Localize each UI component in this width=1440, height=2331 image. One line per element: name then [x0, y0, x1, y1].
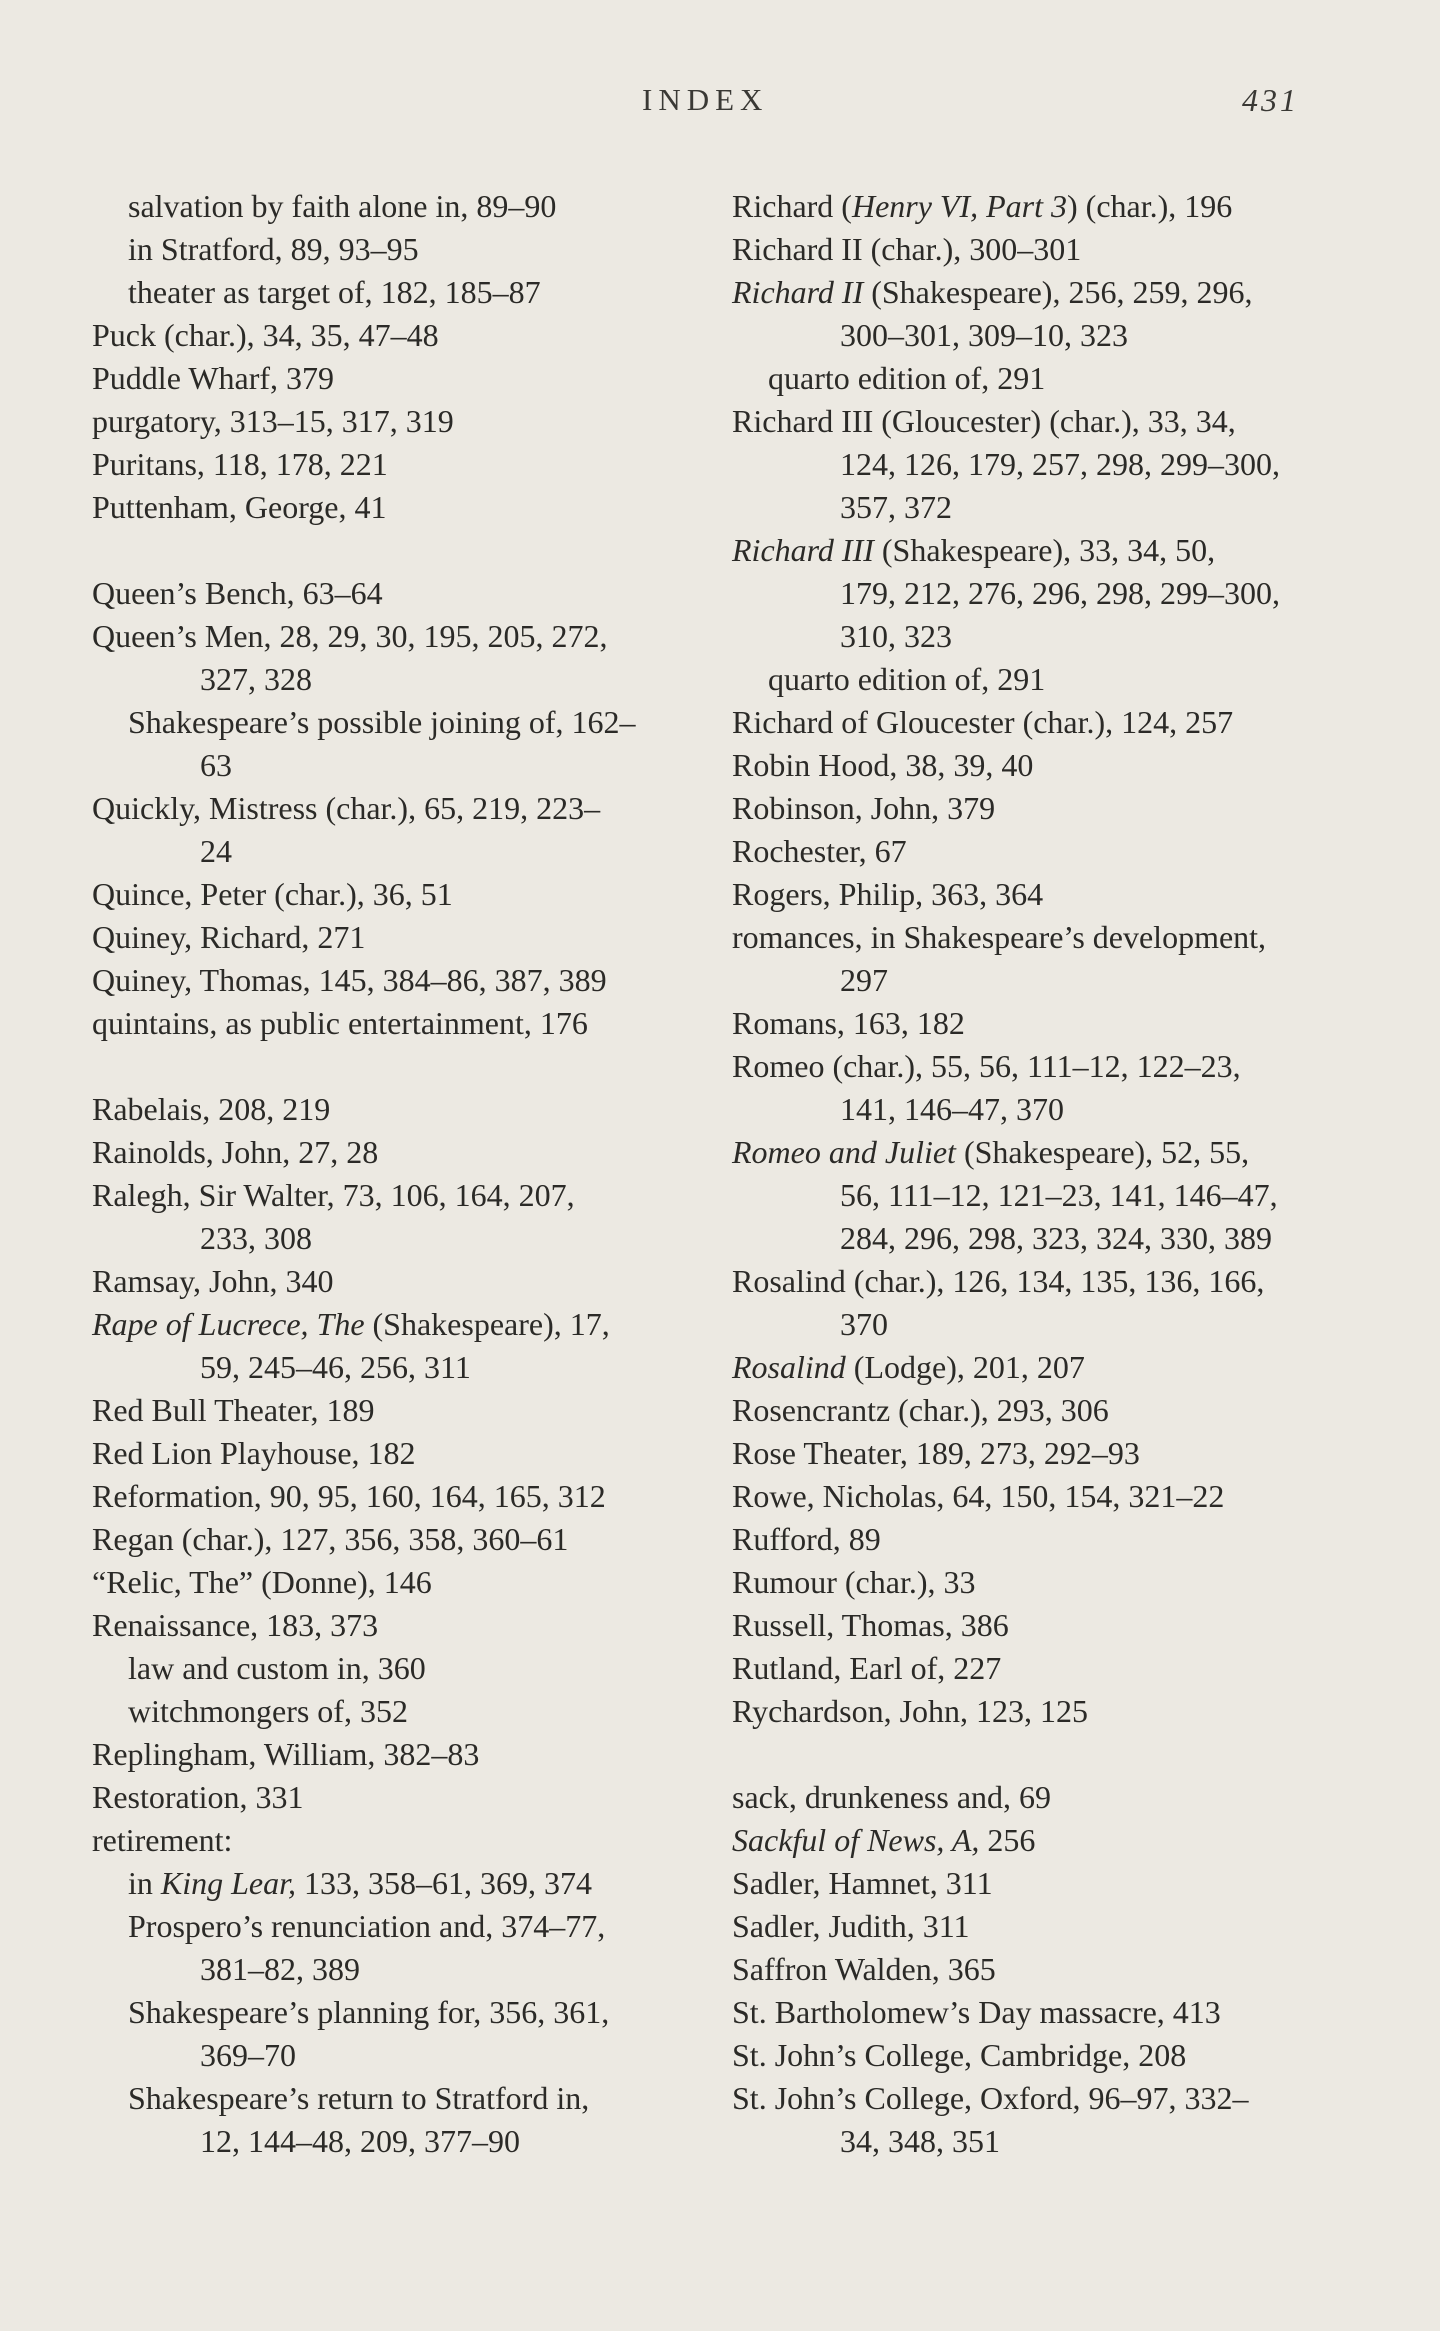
entry-text: Sadler, Hamnet, 311 — [732, 1865, 993, 1901]
entry-text: Rufford, 89 — [732, 1521, 881, 1557]
index-entry — [732, 1045, 1372, 1088]
entry-text: Reformation, 90, 95, 160, 164, 165, 312 — [92, 1478, 606, 1514]
entry-text: St. Bartholomew’s Day massacre, 413 — [732, 1994, 1221, 2030]
index-subentry — [732, 357, 1372, 400]
entry-text: Regan (char.), 127, 356, 358, 360–61 — [92, 1521, 569, 1557]
entry-text: 141, 146–47, 370 — [840, 1091, 1064, 1127]
index-entry-continuation — [92, 1217, 732, 1260]
entry-text: Richard of Gloucester (char.), 124, 257 — [732, 704, 1234, 740]
entry-text: 12, 144–48, 209, 377–90 — [200, 2123, 520, 2159]
entry-text: Romeo (char.), 55, 56, 111–12, 122–23, — [732, 1048, 1241, 1084]
entry-text: Rumour (char.), 33 — [732, 1564, 976, 1600]
entry-text: Puddle Wharf, 379 — [92, 360, 335, 396]
index-entry — [732, 1604, 1372, 1647]
entry-text: (Shakespeare), 256, 259, 296, — [863, 274, 1253, 310]
index-entry — [732, 529, 1372, 572]
entry-text: Rochester, 67 — [732, 833, 907, 869]
entry-title-italic: Romeo and Juliet — [732, 1134, 956, 1170]
running-head — [0, 82, 1440, 126]
entry-text: 300–301, 309–10, 323 — [840, 317, 1128, 353]
entry-text: (Shakespeare), 33, 34, 50, — [873, 532, 1216, 568]
index-entry — [92, 314, 732, 357]
index-entry — [92, 1604, 732, 1647]
entry-text: Robinson, John, 379 — [732, 790, 996, 826]
entry-text: 369–70 — [200, 2037, 296, 2073]
entry-text: 284, 296, 298, 323, 324, 330, 389 — [840, 1220, 1272, 1256]
entry-text: Puritans, 118, 178, 221 — [92, 446, 388, 482]
entry-text: Quickly, Mistress (char.), 65, 219, 223– — [92, 790, 601, 826]
entry-text: Red Lion Playhouse, 182 — [92, 1435, 416, 1471]
index-entry-continuation — [92, 1346, 732, 1389]
entry-text: 124, 126, 179, 257, 298, 299–300, — [840, 446, 1280, 482]
index-entry — [92, 615, 732, 658]
entry-text: Restoration, 331 — [92, 1779, 304, 1815]
entry-text: Renaissance, 183, 373 — [92, 1607, 379, 1643]
entry-text: 56, 111–12, 121–23, 141, 146–47, — [840, 1177, 1278, 1213]
index-entry — [732, 1389, 1372, 1432]
index-entry-continuation — [732, 1217, 1372, 1260]
index-subentry — [92, 228, 732, 271]
index-entry — [732, 787, 1372, 830]
entry-text: witchmongers of, 352 — [128, 1693, 408, 1729]
index-entry — [92, 1131, 732, 1174]
index-entry-continuation — [92, 1948, 732, 1991]
index-entry — [732, 1346, 1372, 1389]
entry-title-italic: Sackful of News, A, — [732, 1822, 980, 1858]
entry-text: romances, in Shakespeare’s development, — [732, 919, 1267, 955]
entry-text: Rogers, Philip, 363, 364 — [732, 876, 1044, 912]
entry-text: Rowe, Nicholas, 64, 150, 154, 321–22 — [732, 1478, 1225, 1514]
index-entry — [92, 357, 732, 400]
entry-text: 327, 328 — [200, 661, 312, 697]
entry-title-italic: Richard II — [732, 274, 864, 310]
index-entry — [732, 916, 1372, 959]
entry-text: law and custom in, 360 — [128, 1650, 426, 1686]
entry-text: quarto edition of, 291 — [768, 360, 1046, 396]
index-entry-continuation — [732, 1303, 1372, 1346]
index-entry-continuation — [732, 443, 1372, 486]
index-subentry — [92, 1991, 732, 2034]
entry-text: 381–82, 389 — [200, 1951, 360, 1987]
entry-text: Rose Theater, 189, 273, 292–93 — [732, 1435, 1140, 1471]
entry-text: retirement: — [92, 1822, 233, 1858]
index-entry — [92, 873, 732, 916]
index-entry-continuation — [732, 486, 1372, 529]
index-entry — [732, 1131, 1372, 1174]
entry-text: Prospero’s renunciation and, 374–77, — [128, 1908, 606, 1944]
entry-text: 34, 348, 351 — [840, 2123, 1000, 2159]
entry-text: Rainolds, John, 27, 28 — [92, 1134, 379, 1170]
index-entry — [92, 486, 732, 529]
index-entry — [92, 572, 732, 615]
section-gap — [92, 1045, 732, 1088]
entry-text: purgatory, 313–15, 317, 319 — [92, 403, 454, 439]
index-entry-continuation — [732, 615, 1372, 658]
index-entry — [732, 2034, 1372, 2077]
index-entry — [732, 1002, 1372, 1045]
entry-text: Richard III (Gloucester) (char.), 33, 34, — [732, 403, 1236, 439]
entry-text: Puttenham, George, 41 — [92, 489, 387, 525]
index-entry — [92, 1303, 732, 1346]
entry-prefix: in — [128, 1865, 161, 1901]
entry-title-italic: Henry VI, Part 3 — [851, 188, 1068, 224]
index-entry — [732, 185, 1372, 228]
index-entry — [92, 400, 732, 443]
entry-text: Queen’s Men, 28, 29, 30, 195, 205, 272, — [92, 618, 608, 654]
index-entry — [92, 1088, 732, 1131]
page-number: 431 — [1242, 82, 1299, 118]
entry-text: Rychardson, John, 123, 125 — [732, 1693, 1089, 1729]
entry-text: theater as target of, 182, 185–87 — [128, 274, 541, 310]
index-entry — [732, 1475, 1372, 1518]
index-entry — [92, 443, 732, 486]
index-entry-continuation — [92, 2034, 732, 2077]
index-entry-continuation — [732, 314, 1372, 357]
index-entry-continuation — [92, 744, 732, 787]
index-entry — [92, 1518, 732, 1561]
entry-text: 233, 308 — [200, 1220, 312, 1256]
entry-text: salvation by faith alone in, 89–90 — [128, 188, 557, 224]
index-entry — [732, 1260, 1372, 1303]
entry-prefix: Richard ( — [732, 188, 852, 224]
index-entry-continuation — [92, 658, 732, 701]
index-entry — [732, 400, 1372, 443]
index-entry — [92, 1561, 732, 1604]
index-entry — [92, 1389, 732, 1432]
entry-text: 133, 358–61, 369, 374 — [296, 1865, 593, 1901]
entry-text: (Shakespeare), 17, — [364, 1306, 610, 1342]
index-entry — [92, 1475, 732, 1518]
entry-text: 59, 245–46, 256, 311 — [200, 1349, 471, 1385]
entry-text: Ramsay, John, 340 — [92, 1263, 334, 1299]
entry-text: Queen’s Bench, 63–64 — [92, 575, 383, 611]
entry-text: in Stratford, 89, 93–95 — [128, 231, 419, 267]
entry-text: sack, drunkeness and, 69 — [732, 1779, 1052, 1815]
entry-text: Rosencrantz (char.), 293, 306 — [732, 1392, 1109, 1428]
index-subentry — [92, 1905, 732, 1948]
entry-text: St. John’s College, Oxford, 96–97, 332– — [732, 2080, 1249, 2116]
index-entry — [92, 1174, 732, 1217]
running-title: INDEX — [642, 82, 769, 117]
index-entry — [732, 1991, 1372, 2034]
entry-text: Romans, 163, 182 — [732, 1005, 965, 1041]
index-entry — [732, 1432, 1372, 1475]
index-entry — [732, 1561, 1372, 1604]
entry-text: Rabelais, 208, 219 — [92, 1091, 331, 1127]
entry-text: quintains, as public entertainment, 176 — [92, 1005, 588, 1041]
index-entry — [732, 830, 1372, 873]
entry-text: Replingham, William, 382–83 — [92, 1736, 480, 1772]
entry-text: 179, 212, 276, 296, 298, 299–300, — [840, 575, 1280, 611]
entry-text: Russell, Thomas, 386 — [732, 1607, 1009, 1643]
index-subentry — [92, 1862, 732, 1905]
entry-text: Shakespeare’s planning for, 356, 361, — [128, 1994, 610, 2030]
entry-text: Quiney, Richard, 271 — [92, 919, 366, 955]
index-entry — [92, 1260, 732, 1303]
entry-text: 63 — [200, 747, 232, 783]
index-entry — [92, 1002, 732, 1045]
entry-text: Richard II (char.), 300–301 — [732, 231, 1082, 267]
entry-text: (Lodge), 201, 207 — [845, 1349, 1085, 1385]
entry-text: “Relic, The” (Donne), 146 — [92, 1564, 432, 1600]
index-entry — [732, 1518, 1372, 1561]
entry-text: Sadler, Judith, 311 — [732, 1908, 970, 1944]
index-column-left — [92, 185, 732, 2163]
index-entry-continuation — [732, 1088, 1372, 1131]
index-entry — [732, 1647, 1372, 1690]
index-entry — [92, 916, 732, 959]
entry-text: Rutland, Earl of, 227 — [732, 1650, 1002, 1686]
index-entry — [732, 1948, 1372, 1991]
index-subentry — [92, 185, 732, 228]
entry-text: quarto edition of, 291 — [768, 661, 1046, 697]
entry-text: Shakespeare’s possible joining of, 162– — [128, 704, 636, 740]
index-entry — [732, 1776, 1372, 1819]
entry-text: 297 — [840, 962, 888, 998]
index-entry-continuation — [92, 830, 732, 873]
index-entry — [732, 701, 1372, 744]
entry-text: Shakespeare’s return to Stratford in, — [128, 2080, 590, 2116]
index-entry-continuation — [732, 572, 1372, 615]
index-entry — [732, 271, 1372, 314]
entry-text: Rosalind (char.), 126, 134, 135, 136, 166, — [732, 1263, 1265, 1299]
entry-text: 24 — [200, 833, 232, 869]
index-entry-continuation — [732, 1174, 1372, 1217]
entry-text: Red Bull Theater, 189 — [92, 1392, 375, 1428]
entry-text: 256 — [979, 1822, 1036, 1858]
index-subentry — [92, 701, 732, 744]
entry-text: Puck (char.), 34, 35, 47–48 — [92, 317, 439, 353]
index-entry — [732, 1690, 1372, 1733]
index-entry — [732, 228, 1372, 271]
index-entry — [732, 873, 1372, 916]
entry-text: Ralegh, Sir Walter, 73, 106, 164, 207, — [92, 1177, 575, 1213]
entry-text: Quince, Peter (char.), 36, 51 — [92, 876, 453, 912]
entry-text: 310, 323 — [840, 618, 952, 654]
entry-text: St. John’s College, Cambridge, 208 — [732, 2037, 1187, 2073]
index-entry — [732, 1862, 1372, 1905]
entry-text: (Shakespeare), 52, 55, — [955, 1134, 1250, 1170]
index-subentry — [92, 1647, 732, 1690]
entry-text: Quiney, Thomas, 145, 384–86, 387, 389 — [92, 962, 607, 998]
index-entry — [732, 1819, 1372, 1862]
entry-title-italic: Rape of Lucrece, The — [92, 1306, 365, 1342]
index-entry — [92, 1819, 732, 1862]
index-entry — [732, 2077, 1372, 2120]
section-gap — [732, 1733, 1372, 1776]
entry-title-italic: King Lear, — [160, 1865, 297, 1901]
index-entry — [732, 744, 1372, 787]
index-column-right — [732, 185, 1372, 2163]
entry-text: ) (char.), 196 — [1067, 188, 1233, 224]
entry-title-italic: Richard III — [732, 532, 874, 568]
index-entry-continuation — [732, 2120, 1372, 2163]
entry-text: 370 — [840, 1306, 888, 1342]
index-entry-continuation — [92, 2120, 732, 2163]
index-entry — [92, 787, 732, 830]
entry-text: Robin Hood, 38, 39, 40 — [732, 747, 1034, 783]
index-entry — [732, 1905, 1372, 1948]
entry-text: 357, 372 — [840, 489, 952, 525]
entry-title-italic: Rosalind — [732, 1349, 846, 1385]
index-entry-continuation — [732, 959, 1372, 1002]
index-entry — [92, 959, 732, 1002]
index-entry — [92, 1776, 732, 1819]
entry-text: Saffron Walden, 365 — [732, 1951, 996, 1987]
index-subentry — [92, 1690, 732, 1733]
index-entry — [92, 1733, 732, 1776]
index-subentry — [92, 271, 732, 314]
section-gap — [92, 529, 732, 572]
index-entry — [92, 1432, 732, 1475]
index-subentry — [92, 2077, 732, 2120]
index-subentry — [732, 658, 1372, 701]
